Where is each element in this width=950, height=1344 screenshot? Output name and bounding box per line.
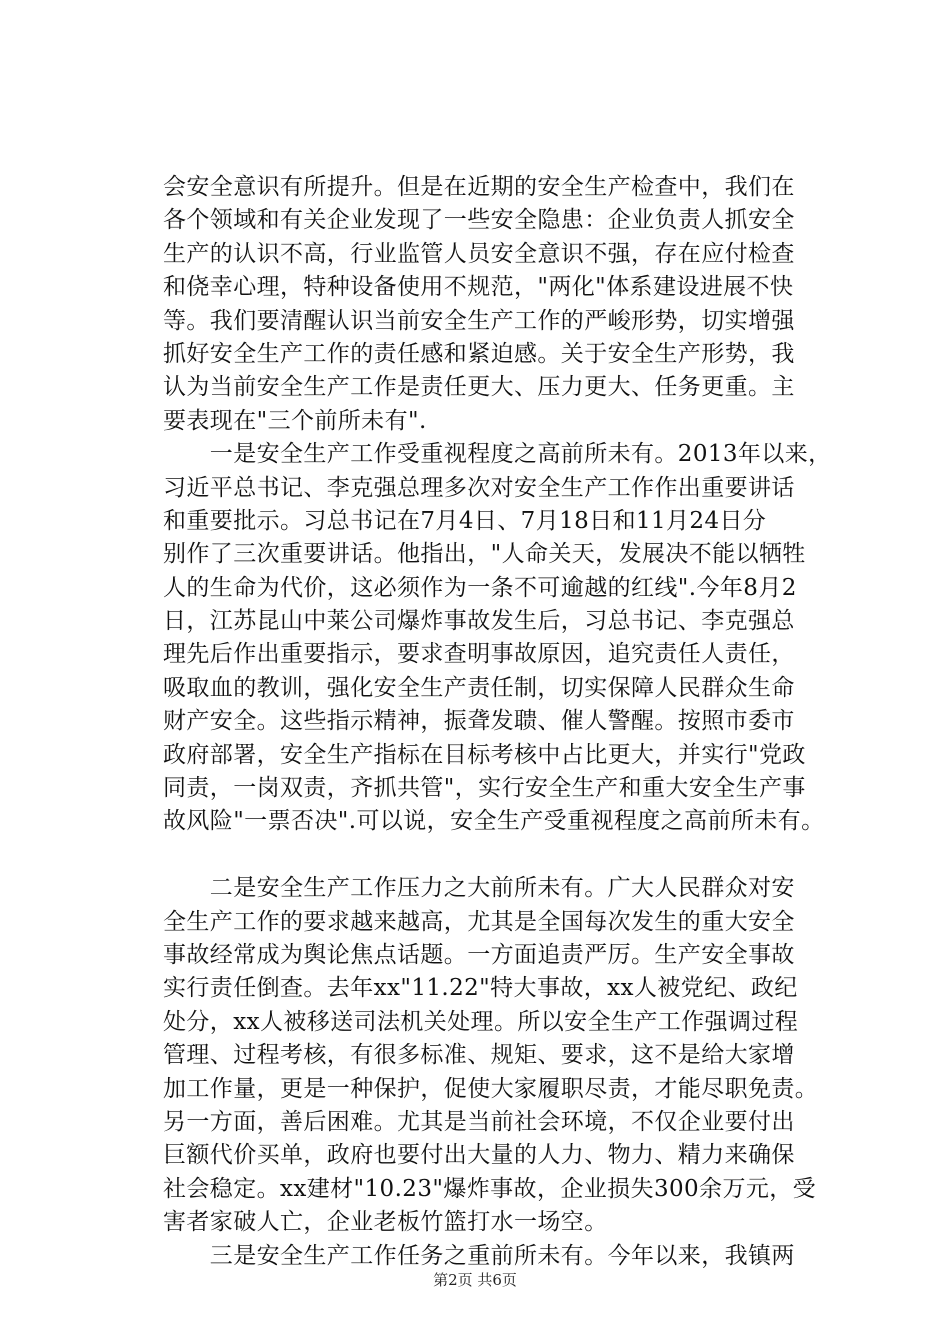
text-line: 生产的认识不高，行业监管人员安全意识不强，存在应付检查 xyxy=(163,240,795,267)
page-footer xyxy=(0,1270,950,1290)
text-line: 实行责任倒查。去年xx"11.22"特大事故，xx人被党纪、政纪 xyxy=(163,975,798,1002)
text-line: 要表现在"三个前所未有". xyxy=(163,407,427,434)
text-line: 加工作量，更是一种保护，促使大家履职尽责，才能尽职免责。 xyxy=(163,1075,819,1102)
text-line: 日，江苏昆山中莱公司爆炸事故发生后，习总书记、李克强总 xyxy=(163,608,795,635)
text-line: 各个领域和有关企业发现了一些安全隐患：企业负责人抓安全 xyxy=(163,207,795,234)
text-line: 另一方面，善后困难。尤其是当前社会环境，不仅企业要付出 xyxy=(163,1108,795,1135)
text-line: 全生产工作的要求越来越高，尤其是全国每次发生的重大安全 xyxy=(163,908,795,935)
text-line: 政府部署，安全生产指标在目标考核中占比更大，并实行"党政 xyxy=(163,741,806,768)
text-line: 会安全意识有所提升。但是在近期的安全生产检查中，我们在 xyxy=(163,174,795,200)
text-line: 吸取血的教训，强化安全生产责任制，切实保障人民群众生命 xyxy=(163,674,795,701)
page-number: 第2页 共6页 xyxy=(433,1271,517,1289)
text-line: 认为当前安全生产工作是责任更大、压力更大、任务更重。主 xyxy=(163,374,795,401)
text-line: 三是安全生产工作任务之重前所未有。今年以来，我镇两 xyxy=(163,1242,795,1269)
text-line: 一是安全生产工作受重视程度之高前所未有。2013年以来， xyxy=(163,441,832,468)
text-line: 二是安全生产工作压力之大前所未有。广大人民群众对安 xyxy=(163,875,795,902)
text-line: 和重要批示。习总书记在7月4日、7月18日和11月24日分 xyxy=(163,507,767,534)
text-line: 人的生命为代价，这必须作为一条不可逾越的红线".今年8月2 xyxy=(163,574,797,601)
text-line: 等。我们要清醒认识当前安全生产工作的严峻形势，切实增强 xyxy=(163,307,795,334)
text-line: 同责，一岗双责，齐抓共管"，实行安全生产和重大安全生产事 xyxy=(163,775,806,802)
text-line: 害者家破人亡，企业老板竹篮打水一场空。 xyxy=(163,1209,608,1236)
body-text xyxy=(163,171,853,1273)
text-line: 处分，xx人被移送司法机关处理。所以安全生产工作强调过程 xyxy=(163,1008,799,1035)
text-line: 理先后作出重要指示，要求查明事故原因，追究责任人责任， xyxy=(163,641,795,668)
text-line: 习近平总书记、李克强总理多次对安全生产工作作出重要讲话 xyxy=(163,474,795,501)
text-line: 管理、过程考核，有很多标准、规矩、要求，这不是给大家增 xyxy=(163,1042,795,1069)
text-line: 事故经常成为舆论焦点话题。一方面追责严厉。生产安全事故 xyxy=(163,941,795,968)
text-line: 抓好安全生产工作的责任感和紧迫感。关于安全生产形势，我 xyxy=(163,340,795,367)
paragraph-gap xyxy=(163,839,853,872)
text-line: 财产安全。这些指示精神，振聋发聩、催人警醒。按照市委市 xyxy=(163,708,795,735)
text-line: 和侥幸心理，特种设备使用不规范，"两化"体系建设进展不快 xyxy=(163,274,794,301)
text-line: 巨额代价买单，政府也要付出大量的人力、物力、精力来确保 xyxy=(163,1142,795,1169)
text-line: 故风险"一票否决".可以说，安全生产受重视程度之高前所未有。 xyxy=(163,808,825,835)
text-line: 别作了三次重要讲话。他指出，"人命关天，发展决不能以牺牲 xyxy=(163,541,806,568)
text-line: 社会稳定。xx建材"10.23"爆炸事故，企业损失300余万元，受 xyxy=(163,1175,817,1202)
